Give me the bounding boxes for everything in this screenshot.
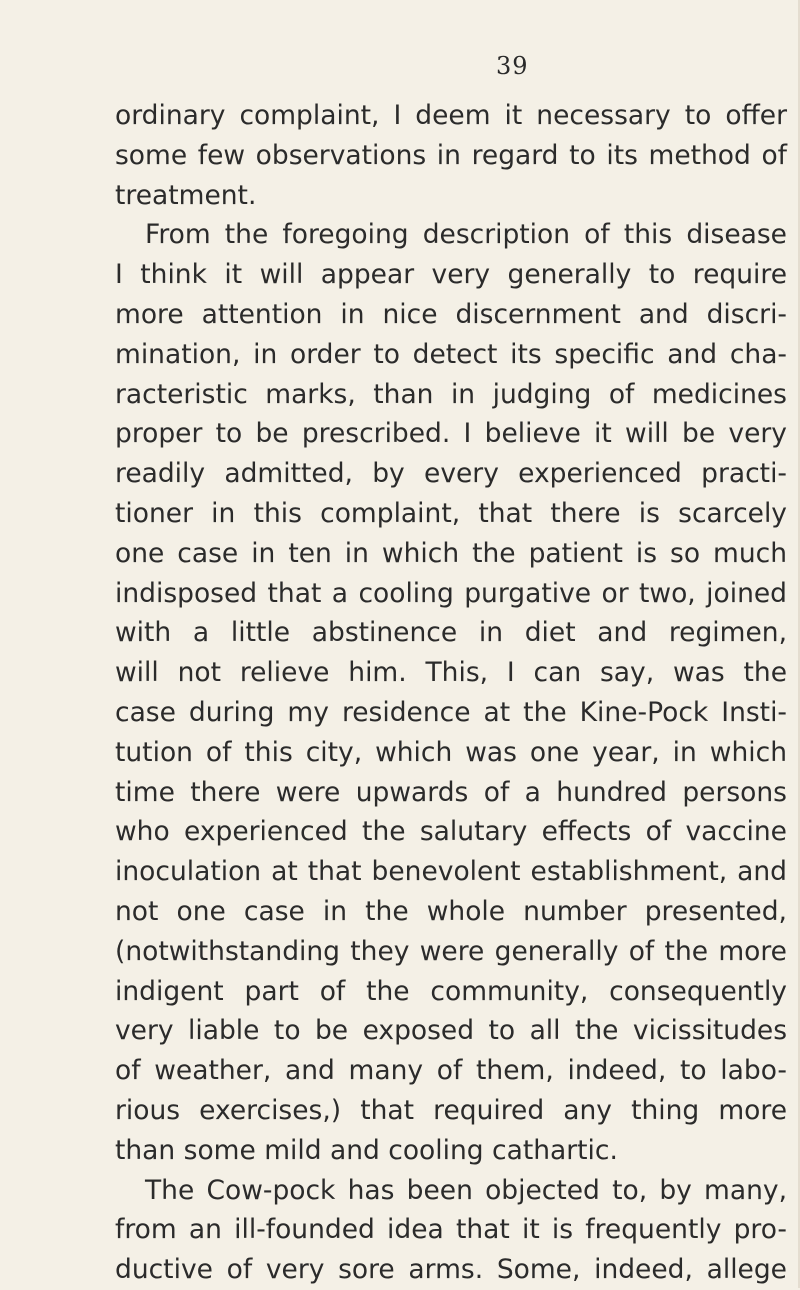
text-line: tution of this city, which was one year, in which (115, 736, 787, 768)
text-line: rious exercises,) that required any thing more (115, 1094, 787, 1126)
page-number: 39 (496, 52, 529, 80)
text-line: from an ill-founded idea that it is frequently pro- (115, 1214, 787, 1246)
text-line: case during my residence at the Kine-Pock Insti- (115, 696, 787, 728)
text-line: The Cow-pock has been objected to, by many, (145, 1174, 787, 1206)
text-line: indisposed that a cooling purgative or two, joined (115, 577, 787, 609)
text-line: some few observations in regard to its method of (115, 139, 787, 171)
text-line: proper to be prescribed. I believe it will be very (115, 418, 787, 450)
text-line: ordinary complaint, I deem it necessary to offer (115, 100, 787, 131)
text-line: mination, in order to detect its specific and cha- (115, 338, 787, 370)
text-line: indigent part of the community, consequently (115, 975, 787, 1007)
text-line: will not relieve him. This, I can say, was the (115, 657, 787, 689)
text-line: than some mild and cooling cathartic. (115, 1134, 618, 1166)
text-line: (notwithstanding they were generally of the more (115, 935, 787, 967)
text-line: not one case in the whole number presented, (115, 895, 787, 927)
text-line: who experienced the salutary effects of vaccine (115, 816, 787, 848)
text-line: racteristic marks, than in judging of medicines (115, 378, 787, 410)
text-line: inoculation at that benevolent establishment, and (115, 856, 787, 888)
body-text (115, 96, 787, 1290)
text-line: with a little abstinence in diet and regimen, (115, 617, 787, 649)
text-line: of weather, and many of them, indeed, to labo- (115, 1055, 787, 1087)
text-line: one case in ten in which the patient is so much (115, 537, 787, 569)
text-line: very liable to be exposed to all the vicissitudes (115, 1015, 787, 1047)
text-line: time there were upwards of a hundred persons (115, 776, 787, 808)
text-line: treatment. (115, 179, 257, 211)
text-line: ductive of very sore arms. Some, indeed, allege (115, 1254, 787, 1286)
text-line: I think it will appear very generally to require (115, 259, 787, 291)
text-line: readily admitted, by every experienced practi- (115, 458, 787, 490)
text-line: From the foregoing description of this disease (145, 219, 787, 251)
text-line: more attention in nice discernment and discri- (115, 298, 787, 330)
text-line: tioner in this complaint, that there is scarcely (115, 497, 787, 529)
